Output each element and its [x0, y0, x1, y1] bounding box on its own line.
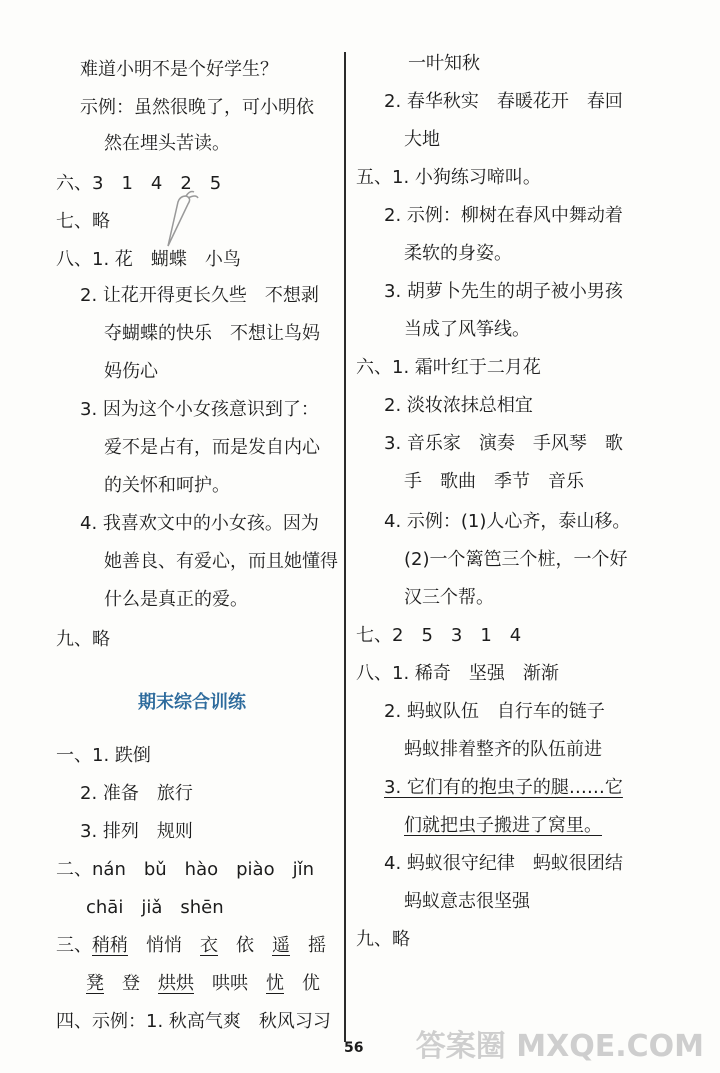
answer-line: 柔软的身姿。 — [404, 243, 512, 264]
answer-line: 手 歌曲 季节 音乐 — [404, 471, 584, 492]
answer-line: 七、略 — [56, 211, 110, 232]
carrot-stamp-icon — [160, 190, 200, 250]
answer-line: 们就把虫子搬进了窝里。 — [404, 815, 602, 836]
answer-line: 3. 它们有的抱虫子的腿……它 — [384, 777, 623, 798]
answer-line: 她善良、有爱心，而且她懂得 — [104, 551, 338, 572]
answer-line: 4. 示例：(1)人心齐，泰山移。 — [384, 511, 631, 532]
answer-line: 八、1. 稀奇 坚强 渐渐 — [356, 663, 559, 684]
answer-line: 什么是真正的爱。 — [104, 589, 248, 610]
pinyin-line: chāi jiǎ shēn — [86, 897, 224, 918]
pinyin-line: 二、nán bǔ hào piào jǐn — [56, 859, 315, 880]
char-word: 衣 — [200, 935, 218, 956]
answer-line: 六、3 1 4 2 5 — [56, 173, 222, 194]
char-word: 忧 — [266, 973, 284, 994]
answer-line: 妈伤心 — [104, 361, 158, 382]
answer-line: 八、1. 花 蝴蝶 小鸟 — [56, 249, 241, 270]
char-word: 依 — [236, 935, 254, 956]
char-pair-line — [86, 972, 320, 996]
answer-line: 3. 胡萝卜先生的胡子被小男孩 — [384, 281, 623, 302]
answer-line: 3. 音乐家 演奏 手风琴 歌 — [384, 433, 623, 454]
answer-line: 3. 排列 规则 — [80, 821, 193, 842]
section-title: 期末综合训练 — [138, 692, 246, 713]
column-divider — [344, 52, 346, 1042]
char-word: 烘烘 — [158, 973, 194, 994]
answer-line: 爱不是占有，而是发自内心 — [104, 437, 320, 458]
answer-line: 四、示例：1. 秋高气爽 秋风习习 — [56, 1011, 331, 1032]
answer-line: (2)一个篱笆三个桩，一个好 — [404, 549, 628, 570]
answer-line: 一叶知秋 — [408, 53, 480, 74]
char-word: 稍稍 — [92, 935, 128, 956]
answer-line: 蚂蚁排着整齐的队伍前进 — [404, 739, 602, 760]
watermark: 答案圈 MXQE.COM — [415, 1029, 704, 1064]
char-word: 遥 — [272, 935, 290, 956]
page-number: 56 — [344, 1040, 364, 1056]
answer-line: 4. 我喜欢文中的小女孩。因为 — [80, 513, 319, 534]
answer-line: 七、2 5 3 1 4 — [356, 625, 522, 646]
answer-line: 的关怀和呵护。 — [104, 475, 230, 496]
answer-line: 六、1. 霜叶红于二月花 — [356, 357, 541, 378]
answer-line: 九、略 — [356, 929, 410, 950]
answer-line: 示例：虽然很晚了，可小明依 — [80, 97, 314, 118]
char-word: 优 — [302, 973, 320, 994]
answer-line: 大地 — [404, 129, 440, 150]
answer-line: 2. 准备 旅行 — [80, 783, 193, 804]
answer-line: 2. 蚂蚁队伍 自行车的链子 — [384, 701, 605, 722]
char-word: 登 — [122, 973, 140, 994]
answer-line: 当成了风筝线。 — [404, 319, 530, 340]
answer-line: 汉三个帮。 — [404, 587, 494, 608]
answer-line: 然在埋头苦读。 — [104, 133, 230, 154]
answer-line: 4. 蚂蚁很守纪律 蚂蚁很团结 — [384, 853, 623, 874]
answer-line: 难道小明不是个好学生？ — [80, 59, 278, 80]
char-word: 摇 — [308, 935, 326, 956]
answer-line: 2. 让花开得更长久些 不想剥 — [80, 285, 319, 306]
answer-line: 2. 淡妆浓抹总相宜 — [384, 395, 533, 416]
answer-line: 五、1. 小狗练习啼叫。 — [356, 167, 541, 188]
item-prefix: 三、 — [56, 935, 92, 956]
answer-line: 2. 春华秋实 春暖花开 春回 — [384, 91, 623, 112]
answer-line: 夺蝴蝶的快乐 不想让鸟妈 — [104, 323, 320, 344]
char-pair-line — [56, 934, 326, 958]
char-word: 哄哄 — [212, 973, 248, 994]
answer-line: 九、略 — [56, 629, 110, 650]
answer-line: 一、1. 跌倒 — [56, 745, 151, 766]
answer-line: 蚂蚁意志很坚强 — [404, 891, 530, 912]
char-word: 凳 — [86, 973, 104, 994]
answer-line: 2. 示例：柳树在春风中舞动着 — [384, 205, 623, 226]
answer-line: 3. 因为这个小女孩意识到了： — [80, 399, 319, 420]
char-word: 悄悄 — [146, 935, 182, 956]
